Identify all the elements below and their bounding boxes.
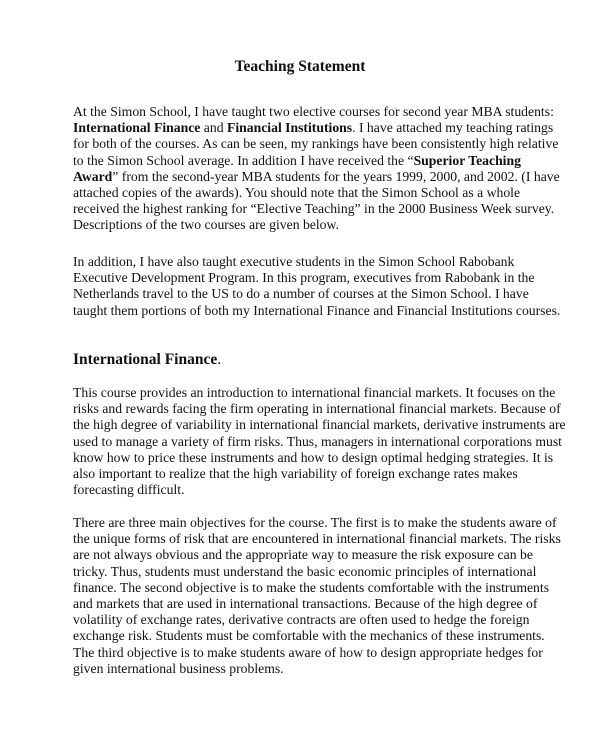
paragraph-intro (73, 104, 560, 234)
bold-course-name: Financial Institutions (226, 120, 353, 136)
paragraph-course-description (73, 385, 566, 498)
text-line: volatility of exchange rates, derivative contracts are often used to hedge the foreign (73, 612, 530, 628)
text-line (73, 168, 560, 185)
text-line: attached copies of the awards). You should note that the Simon School as a whole (73, 185, 521, 201)
text-line: The third objective is to make students aware of how to design appropriate hedges for (73, 644, 543, 660)
text-line: forecasting difficult. (73, 482, 185, 498)
bold-course-name: International Finance (73, 120, 201, 136)
text-line: Executive Development Program. In this program, executives from Rabobank in the (73, 270, 535, 286)
paragraph-objectives (73, 515, 561, 677)
bold-award-name: Superior Teaching (413, 152, 521, 168)
section-heading (73, 350, 221, 370)
text-fragment: . I have attached my teaching ratings (352, 120, 554, 136)
text-line: tricky. Thus, students must understand the basic economic principles of international (73, 563, 537, 579)
text-fragment: and (200, 120, 227, 136)
text-line: In addition, I have also taught executive students in the Simon School Rabobank (73, 254, 515, 269)
text-line: and markets that are used in international transactions. Because of the high degree of (73, 596, 538, 612)
text-line: finance. The second objective is to make the students comfortable with the instruments (73, 579, 550, 595)
text-line: Descriptions of the two courses are given below. (73, 217, 339, 233)
text-line: the unique forms of risk that are encountered in international financial markets. The risks (73, 531, 561, 547)
text-line: given international business problems. (73, 660, 284, 676)
text-line: There are three main objectives for the course. The first is to make the students aware of (73, 515, 557, 530)
text-fragment: to the Simon School average. In addition I have received the “ (73, 152, 414, 168)
text-line: Netherlands travel to the US to do a number of courses at the Simon School. I have (73, 286, 529, 302)
section-heading-suffix: . (217, 351, 222, 368)
text-line: are not always obvious and the appropriate way to measure the risk exposure can be (73, 547, 533, 563)
text-line (73, 153, 543, 169)
text-line: used to manage a variety of firm risks. Thus, managers in international corporations must (73, 433, 562, 449)
text-line: the high degree of variability in international financial markets, derivative instruments are (73, 417, 566, 433)
section-heading-text: International Finance (73, 351, 218, 368)
text-line (73, 120, 554, 136)
text-line: At the Simon School, I have taught two elective courses for second year MBA students: (73, 104, 554, 119)
text-line: risks and rewards facing the firm operating in international financial markets. Because of (73, 401, 561, 417)
text-line: also important to realize that the high variability of foreign exchange rates makes (73, 466, 518, 482)
text-fragment: ” from the second-year MBA students for the years 1999, 2000, and 2002. (I have (112, 168, 560, 184)
bold-award-name: Award (73, 168, 113, 184)
text-line: taught them portions of both my International Finance and Financial Institutions courses. (73, 302, 561, 318)
document-title: Teaching Statement (234, 58, 366, 75)
paragraph-executive (73, 254, 561, 319)
text-line: exchange risk. Students must be comfortable with the mechanics of these instruments. (73, 628, 545, 644)
text-line: This course provides an introduction to international financial markets. It focuses on the (73, 385, 556, 400)
text-line: received the highest ranking for “Elective Teaching” in the 2000 Business Week survey. (73, 201, 555, 217)
text-line: for both of the courses. As can be seen, my rankings have been consistently high relative (73, 136, 559, 152)
text-line: know how to price these instruments and how to design optimal hedging strategies. It is (73, 449, 554, 465)
